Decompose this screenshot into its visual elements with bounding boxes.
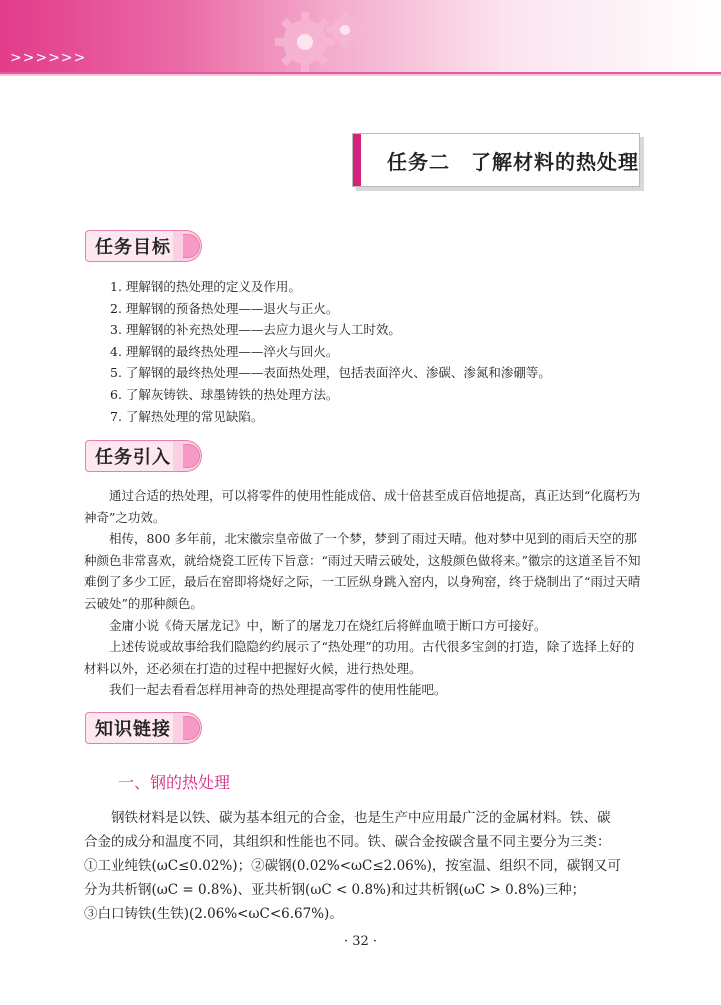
list-item: 2. 理解钢的预备热处理——退火与正火。 bbox=[110, 300, 339, 316]
list-item: 3. 理解钢的补充热处理——去应力退火与人工时效。 bbox=[110, 322, 401, 338]
text-line: 钢铁材料是以铁、碳为基本组元的合金，也是生产中应用最广泛的金属材料。铁、碳 bbox=[111, 810, 611, 826]
paragraph: 金庸小说《倚天屠龙记》中，断了的屠龙刀在烧红后将鲜血喷于断口方可接好。 bbox=[109, 617, 547, 633]
header-chevrons: >>>>>> bbox=[10, 50, 87, 66]
list-item: 6. 了解灰铸铁、球墨铸铁的热处理方法。 bbox=[110, 386, 339, 402]
text-line: 合金的成分和温度不同，其组织和性能也不同。铁、碳合金按碳含量不同主要分为三类： bbox=[84, 834, 611, 850]
task-title: 任务二 了解材料的热处理 bbox=[387, 150, 639, 174]
task-title-accent-bar bbox=[353, 134, 361, 186]
task-title-box bbox=[352, 133, 640, 187]
section-tab-knowledge bbox=[85, 712, 205, 744]
header-divider-shadow bbox=[0, 74, 721, 76]
section-tab-intro bbox=[85, 440, 205, 472]
text-line: ①工业纯铁(ωC≤0.02%)；②碳钢(0.02%<ωC≤2.06%)，按室温、组织不同，碳钢又可 bbox=[84, 858, 621, 874]
list-item: 4. 理解钢的最终热处理——淬火与回火。 bbox=[110, 343, 339, 359]
page-number: · 32 · bbox=[343, 934, 378, 949]
objectives-list bbox=[110, 276, 670, 427]
knowledge-text bbox=[84, 806, 644, 926]
paragraph: 上述传说或故事给我们隐隐约约展示了“热处理”的功用。古代很多宝剑的打造，除了选择上好的材料以外，还必须在打造的过程中把握好火候，进行热处理。 bbox=[84, 639, 635, 676]
paragraph: 我们一起去看看怎样用神奇的热处理提高零件的使用性能吧。 bbox=[109, 682, 447, 698]
intro-text bbox=[84, 485, 644, 701]
text-line: 分为共析钢(ωC = 0.8%)、亚共析钢(ωC < 0.8%)和过共析钢(ωC > 0.8%)三种； bbox=[84, 882, 586, 898]
section-tab-objectives bbox=[85, 230, 205, 262]
paragraph: 相传，800 多年前，北宋徽宗皇帝做了一个梦，梦到了雨过天晴。他对梦中见到的雨后天空的那种颜色非常喜欢，就给烧瓷工匠传下旨意：“雨过天晴云破处，这般颜色做将来。”徽宗的这道圣旨不知难倒了多少工匠，最后在窑即将烧好之际，一工匠纵身跳入窑内，以身殉窑，终于烧制出了“雨过天晴云破处”的那种颜色。 bbox=[84, 531, 641, 611]
list-item: 5. 了解钢的最终热处理——表面热处理，包括表面淬火、渗碳、渗氮和渗硼等。 bbox=[110, 365, 551, 381]
list-item: 1. 理解钢的热处理的定义及作用。 bbox=[110, 279, 301, 294]
paragraph: 通过合适的热处理，可以将零件的使用性能成倍、成十倍甚至成百倍地提高，真正达到“化腐朽为神奇”之功效。 bbox=[84, 488, 641, 525]
gear-icon bbox=[265, 6, 375, 72]
section-tab-label: 任务目标 bbox=[95, 237, 171, 258]
text-line: ③白口铸铁(生铁)(2.06%<ωC<6.67%)。 bbox=[84, 906, 343, 922]
list-item: 7. 了解热处理的常见缺陷。 bbox=[110, 408, 264, 424]
subheading: 一、钢的热处理 bbox=[118, 773, 231, 792]
section-tab-label: 任务引入 bbox=[95, 447, 171, 468]
section-tab-label: 知识链接 bbox=[95, 719, 171, 740]
